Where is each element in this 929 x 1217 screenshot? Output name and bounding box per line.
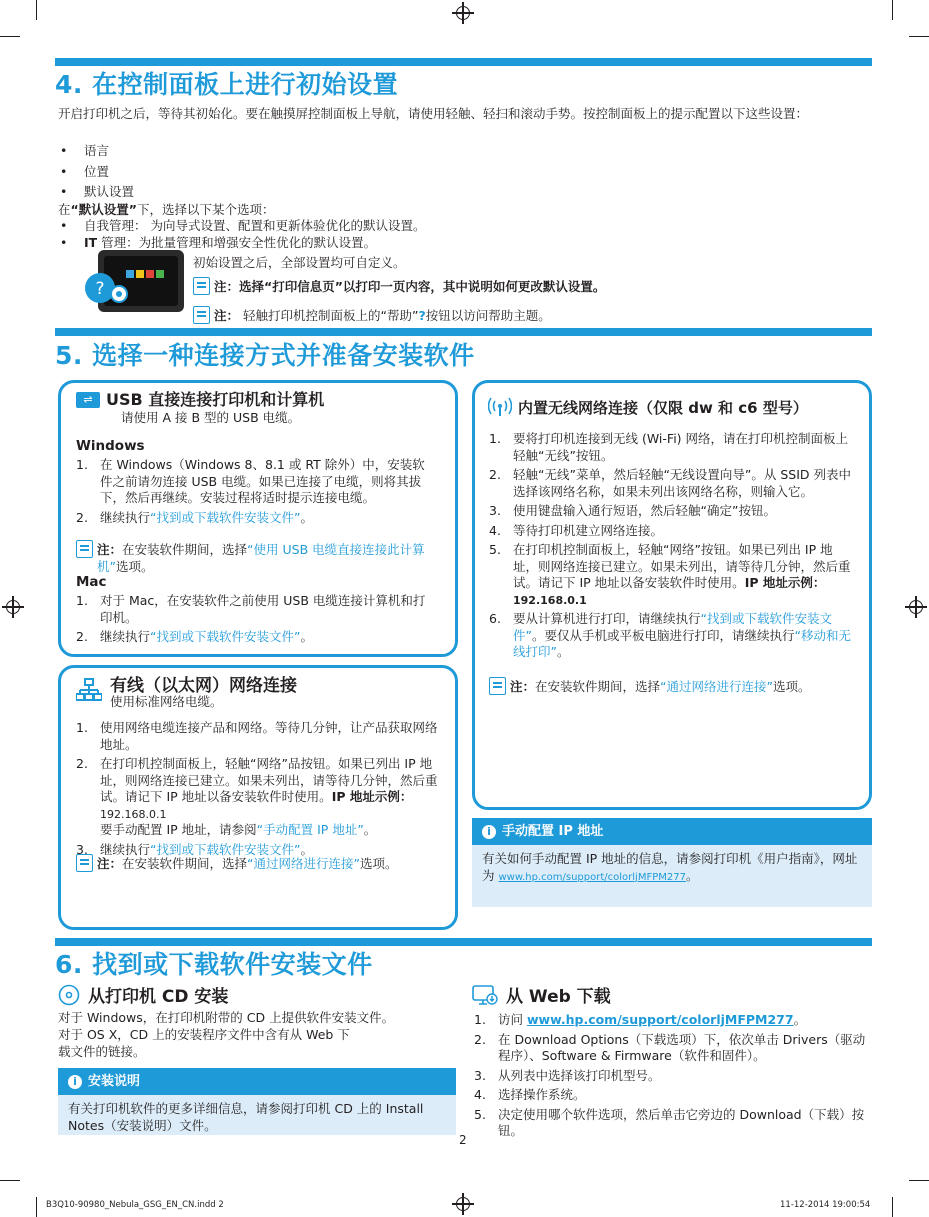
list-item: 4. 选择操作系统。 xyxy=(474,1087,586,1102)
section-5-title: 5. 选择一种连接方式并准备安装软件 xyxy=(55,341,475,370)
web-title: 从 Web 下载 xyxy=(506,987,611,1007)
install-notes-header: i 安装说明 xyxy=(58,1068,456,1095)
network-icon xyxy=(76,678,102,704)
list-item: 6. 要从计算机进行打印，请继续执行“找到或下载软件安装文件”。要仅从手机或平板电脑进行打印，请继续执行“移动和无线打印”。 xyxy=(489,611,851,660)
option-self-managed: • 自我管理： 为向导式设置、配置和更新体验优化的默认设置。 xyxy=(58,218,758,235)
link-find-software[interactable]: “找到或下载软件安装文件” xyxy=(150,509,301,525)
list-item: 5. 决定使用哪个软件选项，然后单击它旁边的 Download（下载）按钮。 xyxy=(474,1106,865,1138)
svg-text:?: ? xyxy=(95,279,105,299)
crop-mark xyxy=(0,1180,20,1181)
mac-heading: Mac xyxy=(76,574,107,590)
list-item: • 位置 xyxy=(58,164,458,181)
install-notes-box xyxy=(58,1068,456,1135)
wired-subtitle: 使用标准网络电缆。 xyxy=(110,694,223,709)
info-icon: i xyxy=(482,825,496,839)
manual-ip-body: 有关如何手动配置 IP 地址的信息，请参阅打印机《用户指南》，网址为 www.hp.com/support/colorljMFPM277。 xyxy=(472,845,872,907)
cd-icon xyxy=(58,984,80,1006)
note-icon xyxy=(489,677,506,695)
list-item: 1. 对于 Mac，在安装软件之前使用 USB 电缆连接计算机和打印机。 xyxy=(76,593,426,625)
defaults-intro: 在“默认设置”下，选择以下某个选项： xyxy=(58,202,275,217)
info-icon: i xyxy=(68,1075,82,1089)
link-mobile-printing[interactable]: “移动和无线打印” xyxy=(513,627,851,660)
crop-mark xyxy=(36,0,37,20)
list-item: 2. 在打印机控制面板上，轻触“网络”品按钮。如果已列出 IP 地址，则网络连接已建立。如果未列出，请等待几分钟，然后重试。请记下 IP 地址以备安装软件时使用。IP 地址示例： 192.168.0.1 要手动配置 IP 地址，请参阅“手动配置 IP 地址”。 xyxy=(76,756,438,838)
section-divider xyxy=(55,58,872,66)
crop-mark xyxy=(36,1197,37,1217)
option-it-managed: • IT 管理：为批量管理和增强安全性优化的默认设置。 xyxy=(58,235,758,252)
list-item: 2. 在 Download Options（下载选项）下，依次单击 Drivers（驱动程序）、Software & Firmware（软件和固件）。 xyxy=(474,1031,866,1063)
note-icon xyxy=(76,854,93,872)
list-item: 1. 访问 www.hp.com/support/colorljMFPM277。 xyxy=(474,1012,807,1027)
crop-mark xyxy=(909,1180,929,1181)
list-item: 3. 继续执行“找到或下载软件安装文件”。 xyxy=(76,841,313,857)
crop-mark xyxy=(892,0,893,20)
note-icon xyxy=(193,306,210,324)
wireless-note: 注：在安装软件期间，选择“通过网络进行连接”选项。 xyxy=(489,677,854,696)
registration-mark-left xyxy=(6,600,20,614)
note-print-info: 注：选择“打印信息页”以打印一页内容，其中说明如何更改默认设置。 xyxy=(193,277,605,296)
list-item: 5. 在打印机控制面板上，轻触“网络”按钮。如果已列出 IP 地址，则网络连接已建立。如果未列出，请等待几分钟，然后重试。请记下 IP 地址以备安装软件时使用。IP 地址示例： 192.168.0.1 xyxy=(489,542,851,607)
note-help: 注： 轻触打印机控制面板上的“帮助”?按钮以访问帮助主题。 xyxy=(193,306,551,325)
crop-mark xyxy=(0,36,20,37)
support-url-link[interactable]: www.hp.com/support/colorljMFPM277 xyxy=(527,1012,794,1027)
wired-steps xyxy=(76,720,438,861)
list-item: 3. 使用键盘输入通行短语，然后轻触“确定”按钮。 xyxy=(489,503,776,518)
footer-file-name: B3Q10-90980_Nebula_GSG_EN_CN.indd 2 xyxy=(46,1200,224,1210)
list-item: 1. 在 Windows（Windows 8、8.1 或 RT 除外）中，安装软件之前请勿连接 USB 电缆。如果已连接了电缆，则将其拔下，然后再继续。安装过程将适时提示连接电缆。 xyxy=(76,457,425,505)
registration-mark-top xyxy=(456,6,470,20)
section-divider xyxy=(55,328,872,336)
registration-mark-bottom xyxy=(456,1197,470,1211)
wireless-icon xyxy=(488,397,512,417)
section-divider xyxy=(55,938,872,946)
wireless-steps xyxy=(489,431,854,664)
wired-title: 有线（以太网）网络连接 xyxy=(110,676,297,696)
usb-icon: ⇌ xyxy=(76,392,100,408)
page-number: 2 xyxy=(459,1133,467,1147)
crop-mark xyxy=(892,1197,893,1217)
support-url-link[interactable]: www.hp.com/support/colorljMFPM277 xyxy=(498,871,686,883)
settings-list xyxy=(58,143,458,201)
registration-mark-right xyxy=(909,600,923,614)
after-setup-text: 初始设置之后，全部设置均可自定义。 xyxy=(193,255,406,270)
crop-mark xyxy=(909,36,929,37)
section-6-title: 6. 找到或下载软件安装文件 xyxy=(55,950,373,979)
help-icon: ? xyxy=(418,308,426,323)
defaults-options xyxy=(58,218,758,251)
list-item: 2. 继续执行“找到或下载软件安装文件”。 xyxy=(76,629,313,644)
list-item: 1. 要将打印机连接到无线 (Wi-Fi) 网络，请在打印机控制面板上轻触“无线”按钮。 xyxy=(489,431,849,463)
web-download-icon xyxy=(472,984,498,1006)
usb-mac-steps xyxy=(76,593,436,649)
manual-ip-header: i 手动配置 IP 地址 xyxy=(472,818,872,845)
usb-note: 注：在安装软件期间，选择“使用 USB 电缆直接连接此计算机”选项。 xyxy=(76,540,436,575)
list-item: • 语言 xyxy=(58,143,458,160)
list-item: • 默认设置 xyxy=(58,184,458,201)
usb-title: USB 直接连接打印机和计算机 xyxy=(106,390,325,409)
list-item: 2. 继续执行“找到或下载软件安装文件”。 xyxy=(76,509,313,525)
list-item: 1. 使用网络电缆连接产品和网络。等待几分钟，让产品获取网络地址。 xyxy=(76,720,438,752)
install-notes-body: 有关打印机软件的更多详细信息，请参阅打印机 CD 上的 Install Notes（安装说明）文件。 xyxy=(58,1095,456,1135)
footer-timestamp: 11-12-2014 19:00:54 xyxy=(780,1200,871,1210)
link-find-software[interactable]: “找到或下载软件安装文件” xyxy=(513,611,832,643)
list-item: 2. 轻触“无线”菜单，然后轻触“无线设置向导”。从 SSID 列表中选择该网络名称，如果未列出该网络名称，则输入它。 xyxy=(489,467,852,499)
web-steps xyxy=(474,1012,874,1143)
note-icon xyxy=(76,540,93,558)
list-item: 3. 从列表中选择该打印机型号。 xyxy=(474,1067,661,1083)
section-4-intro: 开启打印机之后，等待其初始化。要在触摸屏控制面板上导航，请使用轻触、轻扫和滚动手势。按控制面板上的提示配置以下这些设置： xyxy=(58,106,809,121)
windows-heading: Windows xyxy=(76,438,145,454)
link-find-software[interactable]: “找到或下载软件安装文件” xyxy=(150,629,301,644)
usb-windows-steps xyxy=(76,457,436,529)
cd-text-osx: 对于 OS X，CD 上的安装程序文件中含有从 Web 下载文件的链接。 xyxy=(58,1027,350,1059)
manual-ip-box xyxy=(472,818,872,907)
note-icon xyxy=(193,277,210,295)
link-manual-ip[interactable]: “手动配置 IP 地址” xyxy=(256,822,364,838)
cd-title: 从打印机 CD 安装 xyxy=(88,987,229,1007)
list-item: 4. 等待打印机建立网络连接。 xyxy=(489,522,664,538)
section-4-title: 4. 在控制面板上进行初始设置 xyxy=(55,70,399,99)
usb-subtitle: 请使用 A 接 B 型的 USB 电缆。 xyxy=(121,410,301,425)
control-panel-illustration xyxy=(84,250,186,316)
wireless-title: 内置无线网络连接（仅限 dw 和 c6 型号） xyxy=(518,399,808,417)
link-find-software[interactable]: “找到或下载软件安装文件” xyxy=(150,841,301,857)
wired-note: 注：在安装软件期间，选择“通过网络进行连接”选项。 xyxy=(76,854,438,873)
cd-text-windows: 对于 Windows，在打印机附带的 CD 上提供软件安装文件。 xyxy=(58,1010,395,1025)
